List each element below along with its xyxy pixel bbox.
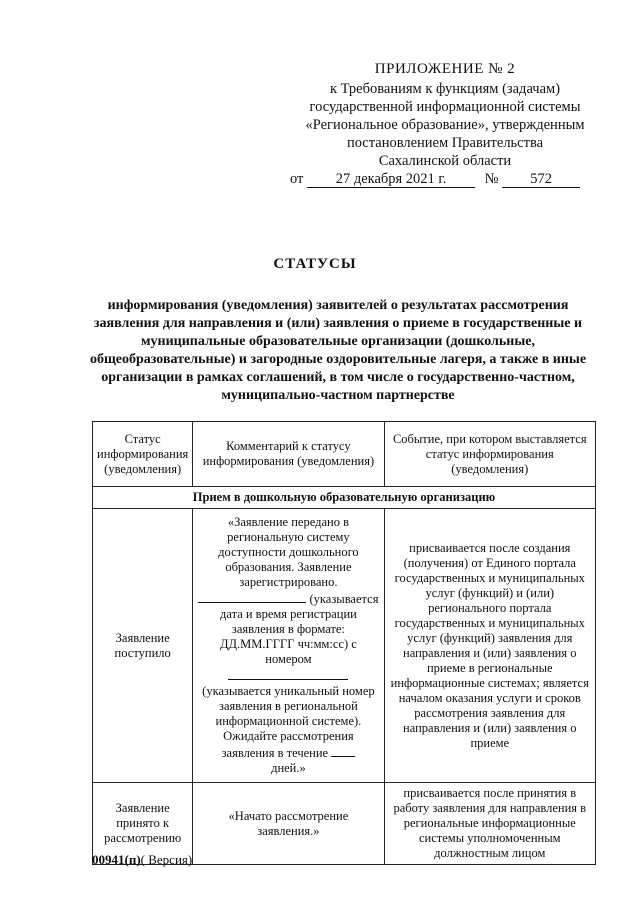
blank-line: [228, 667, 348, 680]
appendix-line: «Региональное образование», утвержденным: [305, 117, 585, 133]
appendix-line: Сахалинской области: [378, 153, 512, 169]
table-header-row: [93, 422, 596, 487]
appendix-block: [290, 60, 600, 188]
row-status: Заявление поступило: [93, 509, 193, 783]
row-status: Заявление принято к рассмотрению: [93, 783, 193, 865]
comment-part: (указывается дата и время регистрации заявления в формате: ДД.ММ.ГГГГ чч:мм:сс) с номером: [220, 592, 379, 666]
appendix-heading: ПРИЛОЖЕНИЕ № 2: [374, 61, 516, 77]
date-line: [290, 170, 600, 188]
header-status: Статус информирования (уведомления): [93, 422, 193, 487]
blank-line: [198, 590, 306, 603]
appendix-line: государственной информационной системы: [309, 99, 581, 115]
number-prefix: №: [484, 171, 499, 187]
comment-part: «Заявление передано в региональную систему доступности дошкольного образования. Заявление зарегистрировано.: [218, 515, 359, 589]
footer: [92, 852, 192, 868]
date-value: 27 декабря 2021 г.: [307, 171, 475, 188]
document-subtitle: информирования (уведомления) заявителей о результатах рассмотрения заявления для направления и (или) заявления о приеме в государственные и муниципальные образовательные организации (дошкольные, общеобразовательные) и загородные оздоровительные лагеря, а также в иные организации в рамках соглашений, в том числе о государственно-частном, муниципально-частном партнерстве: [89, 298, 587, 403]
section-row: [93, 487, 596, 509]
document-title: СТАТУСЫ: [273, 256, 357, 272]
status-table: [92, 421, 596, 865]
section-title: Прием в дошкольную образовательную организацию: [93, 487, 596, 509]
date-prefix: от: [290, 171, 304, 187]
comment-part: дней.»: [271, 761, 306, 775]
appendix-line: постановлением Правительства: [346, 135, 544, 151]
row-comment: [193, 509, 384, 783]
blank-line: [331, 744, 355, 757]
header-comment: Комментарий к статусу информирования (уведомления): [193, 422, 384, 487]
number-value: 572: [502, 171, 580, 188]
table-row: [93, 509, 596, 783]
comment-part: (указывается уникальный номер заявления в региональной информационной системе). Ожидайте рассмотрения заявления в течение: [202, 684, 375, 760]
footer-version: ( Версия): [140, 852, 193, 867]
row-event: присваивается после принятия в работу заявления для направления в региональные информационные системы уполномоченным должностным лицом: [384, 783, 595, 865]
footer-code: 00941(п): [92, 852, 141, 867]
header-event: Событие, при котором выставляется статус информирования (уведомления): [384, 422, 595, 487]
appendix-line: к Требованиям к функциям (задачам): [329, 81, 561, 97]
row-event: присваивается после создания (получения) от Единого портала государственных и муниципальных услуг (функций) и (или) регионального портала государственных и муниципальных услуг (функций) заявления для направления и (или) заявления о приеме в региональные информационные системах; является началом оказания услуги и сроков рассмотрения заявления для направления и (или) заявления о приеме: [384, 509, 595, 783]
row-comment: «Начато рассмотрение заявления.»: [193, 783, 384, 865]
